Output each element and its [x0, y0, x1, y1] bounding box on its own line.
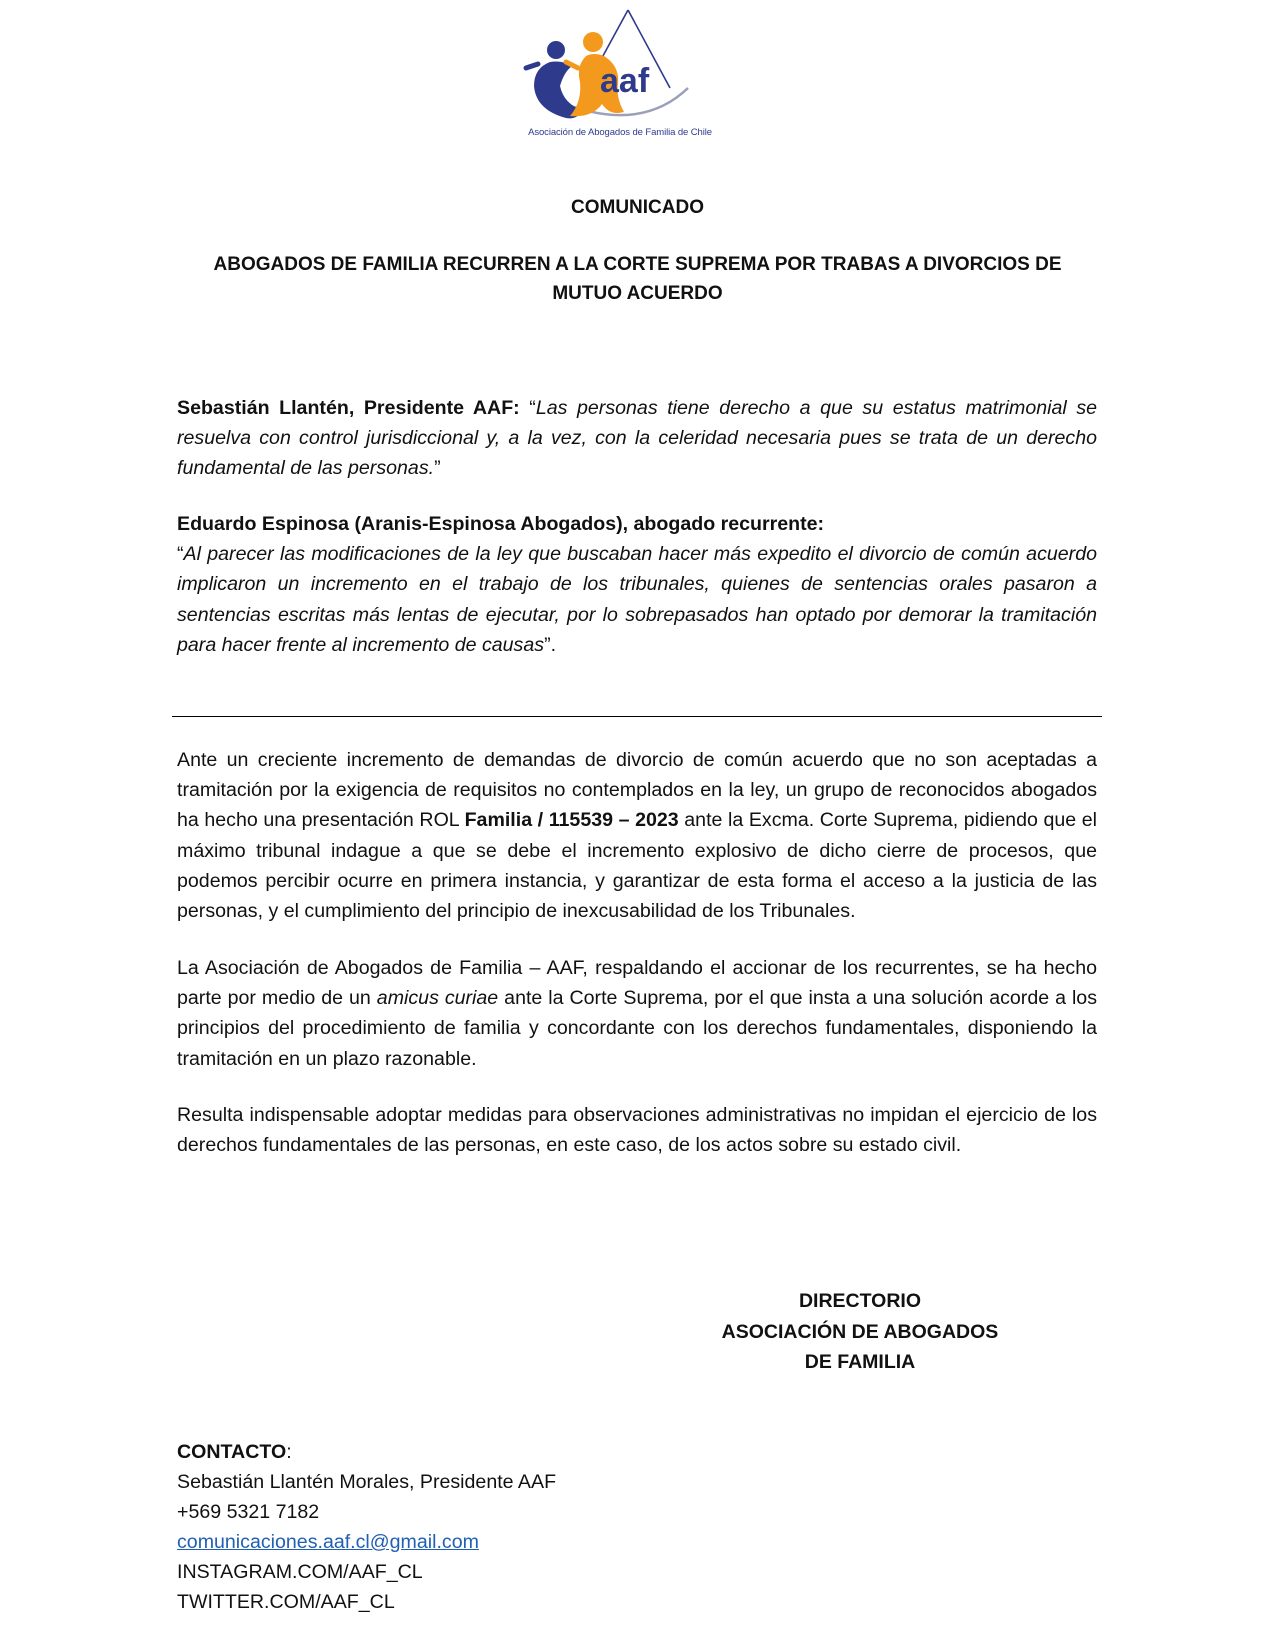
- body-paragraph-2-text-b: ante la Corte Suprema, por el que insta a una solución acorde a los principios del procedimiento de familia y concordante con los derechos fundamentales, disponiendo la tramitación en un plazo razonable.: [177, 987, 1098, 1070]
- page-title-line-1: ABOGADOS DE FAMILIA RECURREN A LA CORTE SUPREMA POR TRABAS A DIVORCIOS DE: [213, 254, 1062, 275]
- body-paragraph-2: [177, 953, 1097, 1074]
- quote-lawyer: [177, 509, 1097, 660]
- signature-line-2: ASOCIACIÓN DE ABOGADOS: [721, 1320, 999, 1343]
- quote-lawyer-speaker: Eduardo Espinosa (Aranis-Espinosa Abogados), abogado recurrente:: [177, 513, 825, 535]
- quote-lawyer-close-mark: ”.: [544, 633, 557, 656]
- quote-president-speaker: Sebastián Llantén, Presidente AAF:: [177, 397, 520, 419]
- logo-wordmark: aaf: [600, 62, 650, 100]
- contact-label: CONTACTO: [177, 1441, 287, 1463]
- quote-lawyer-open-mark: “: [177, 543, 184, 566]
- page-title-line-2: MUTUO ACUERDO: [552, 283, 723, 304]
- quote-president-close-mark: ”: [434, 457, 441, 480]
- body-paragraph-1-text-b: ante la Excma. Corte Suprema, pidiendo que el máximo tribunal indague a que se debe el incremento explosivo de dicho cierre de procesos, que podemos percibir ocurre en primera instancia, y garantizar de esta forma el acceso a la justicia de las personas, y el cumplimiento del principio de inexcusabilidad de los Tribunales.: [177, 809, 1097, 923]
- quote-president-open-mark: “: [519, 397, 536, 419]
- quote-president-text: Las personas tiene derecho a que su estatus matrimonial se resuelva con control jurisdiccional y, a la vez, con la celeridad necesaria pues se trata de un derecho fundamental de las personas.: [177, 397, 1098, 480]
- page-heading: COMUNICADO: [571, 197, 704, 218]
- body-paragraph-3: Resulta indispensable adoptar medidas para observaciones administrativas no impidan el ejercicio de los derechos fundamentales de las personas, en este caso, de los actos sobre su estado civil.: [177, 1104, 1097, 1157]
- logo-caption: Asociación de Abogados de Familia de Chile: [528, 127, 712, 138]
- contact-phone: +569 5321 7182: [177, 1501, 320, 1523]
- quote-lawyer-text: Al parecer las modificaciones de la ley que buscaban hacer más expedito el divorcio de común acuerdo implicaron un incremento en el trabajo de los tribunales, quienes de sentencias orales pasaron a sentencias escritas más lentas de ejecutar, por lo sobrepasados han optado por demorar la tramitación para hacer frente al incremento de causas: [177, 543, 1097, 656]
- aaf-logo-graphic: [520, 6, 760, 126]
- contact-heading: [177, 1437, 777, 1467]
- contact-instagram: INSTAGRAM.COM/AAF_CL: [177, 1561, 423, 1583]
- signature-line-1: DIRECTORIO: [798, 1290, 922, 1312]
- signature-line-3: DE FAMILIA: [804, 1351, 916, 1373]
- contact-twitter: TWITTER.COM/AAF_CL: [177, 1591, 395, 1613]
- section-divider: [172, 716, 1102, 717]
- signature-block: [700, 1286, 1020, 1378]
- amicus-curiae-term: amicus curiae: [376, 987, 499, 1010]
- quote-president: [177, 393, 1097, 484]
- contact-email-link[interactable]: comunicaciones.aaf.cl@gmail.com: [177, 1531, 479, 1553]
- body-paragraph-1-text-a: Ante un creciente incremento de demandas de divorcio de común acuerdo que no son aceptadas a tramitación por la exigencia de requisitos no contemplados en la ley, un grupo de reconocidos abogados ha hecho una presentación ROL: [177, 749, 1097, 832]
- aaf-logo: [520, 6, 760, 141]
- body-paragraph-2-text-a: La Asociación de Abogados de Familia – AAF, respaldando el accionar de los recurrentes, se ha hecho parte por medio de un: [177, 957, 1097, 1010]
- contact-label-colon: :: [286, 1441, 292, 1463]
- case-rol-number: Familia / 115539 – 2023: [464, 809, 679, 832]
- body-paragraph-1: [177, 745, 1097, 926]
- contact-block: [177, 1437, 777, 1617]
- contact-name: Sebastián Llantén Morales, Presidente AAF: [177, 1471, 557, 1493]
